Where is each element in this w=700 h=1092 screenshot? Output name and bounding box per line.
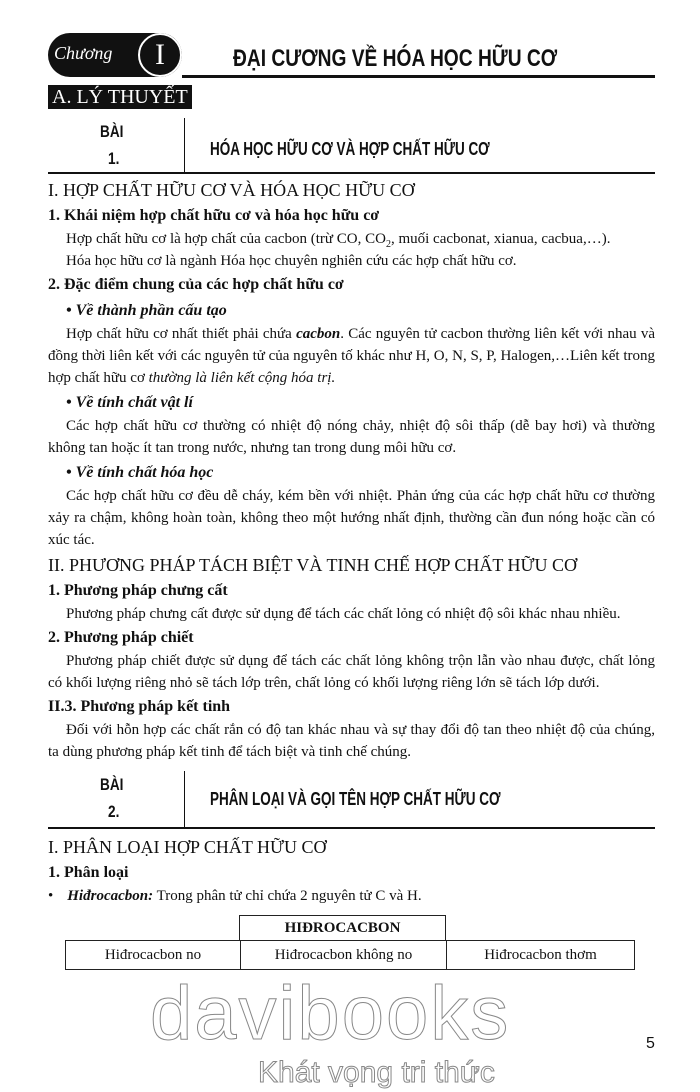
paragraph: Các hợp chất hữu cơ thường có nhiệt độ nóng chảy, nhiệt độ sôi thấp (dễ bay hơi) và thường không tan hoặc ít tan trong nước, nhưng tan trong dung môi hữu cơ. xyxy=(48,418,655,456)
subsection-heading: 2. Đặc điểm chung của các hợp chất hữu cơ xyxy=(48,276,344,293)
chapter-number-circle xyxy=(138,33,182,77)
part-label: A. LÝ THUYẾT xyxy=(48,85,192,109)
subsection-heading: 2. Phương pháp chiết xyxy=(48,629,194,646)
subsection-heading: II.3. Phương pháp kết tinh xyxy=(48,698,231,715)
text: Hợp chất hữu cơ nhất thiết phải chứa xyxy=(66,326,297,342)
bullet-heading: • Về tính chất vật lí xyxy=(66,394,193,411)
section-heading: II. PHƯƠNG PHÁP TÁCH BIỆT VÀ TINH CHẾ HỢP CHẤT HỮU CƠ xyxy=(48,555,577,575)
paragraph: Phương pháp chưng cất được sử dụng để tách các chất lỏng có nhiệt độ sôi khác nhau nhiều. xyxy=(66,606,621,622)
chapter-rule xyxy=(182,75,655,78)
lesson2-title: PHÂN LOẠI VÀ GỌI TÊN HỢP CHẤT HỮU CƠ xyxy=(210,789,501,809)
text: . Các nguyên tử cacbon thường liên kết với nhau và đồng thời liên kết với các nguyên tử của nguyên tố khác như H, O, N, S, P, Halogen,…Liên kết trong hợp chất hữu cơ xyxy=(48,326,656,386)
lesson1-divider xyxy=(184,118,185,173)
paragraph: Phương pháp chiết được sử dụng để tách các chất lỏng không trộn lẫn vào nhau được, chất lỏng có khối lượng riêng nhỏ sẽ tách lớp trên, chất lỏng có khối lượng riêng lớn sẽ tách lớp dưới. xyxy=(48,653,655,691)
section-heading: I. HỢP CHẤT HỮU CƠ VÀ HÓA HỌC HỮU CƠ xyxy=(48,180,415,200)
subscript: 2 xyxy=(385,239,391,250)
subsection-heading: 1. Phương pháp chưng cất xyxy=(48,582,228,599)
lesson2-divider xyxy=(184,771,185,827)
text: Trong phân tử chỉ chứa 2 nguyên tử C và H. xyxy=(153,888,422,904)
paragraph xyxy=(48,323,655,389)
text: , muối cacbonat, xianua, cacbua,…). xyxy=(390,231,611,247)
page-number: 5 xyxy=(646,1035,655,1052)
section-heading: I. PHÂN LOẠI HỢP CHẤT HỮU CƠ xyxy=(48,837,327,857)
watermark-brand: davibooks xyxy=(150,971,511,1056)
diagram-root: HIĐROCACBON xyxy=(284,920,401,936)
emphasis: cacbon xyxy=(296,326,341,342)
paragraph: Đối với hỗn hợp các chất rắn có độ tan khác nhau và sự thay đổi độ tan theo nhiệt độ của chúng, ta dùng phương pháp kết tinh để tách biệt và tinh chế chúng. xyxy=(48,722,655,760)
diagram-cell: Hiđrocacbon không no xyxy=(240,941,447,969)
chapter-title: ĐẠI CƯƠNG VỀ HÓA HỌC HỮU CƠ xyxy=(233,45,558,72)
lesson2-header xyxy=(48,771,655,829)
chapter-label-script: Chương xyxy=(54,43,113,63)
diagram-row xyxy=(65,940,635,970)
lesson1-rule xyxy=(48,172,655,174)
chapter-badge xyxy=(48,33,182,77)
subsection-heading: 1. Khái niệm hợp chất hữu cơ và hóa học hữu cơ xyxy=(48,207,380,224)
diagram xyxy=(65,915,635,970)
lesson2-bai: BÀI xyxy=(100,775,124,794)
diagram-cell: Hiđrocacbon thơm xyxy=(484,947,597,963)
subsection-heading: 1. Phân loại xyxy=(48,864,129,881)
bullet-icon: • xyxy=(48,888,54,904)
text: Hợp chất hữu cơ là hợp chất của cacbon (trừ CO, CO xyxy=(66,231,386,247)
lesson2-number: 2. xyxy=(108,802,120,821)
paragraph: Hóa học hữu cơ là ngành Hóa học chuyên nghiên cứu các hợp chất hữu cơ. xyxy=(66,253,517,269)
lesson1-bai: BÀI xyxy=(100,122,124,141)
watermark xyxy=(48,971,655,1092)
term: Hiđrocacbon: xyxy=(67,888,154,904)
paragraph xyxy=(48,228,655,250)
emphasis: thường là liên kết cộng hóa trị. xyxy=(148,370,336,386)
chapter-number: I xyxy=(155,38,165,71)
lesson1-number: 1. xyxy=(108,149,120,168)
paragraph: Các hợp chất hữu cơ đều dễ cháy, kém bền với nhiệt. Phản ứng của các hợp chất hữu cơ thường xảy ra chậm, không hoàn toàn, không theo một hướng nhất định, thường cần đun nóng hoặc cần có xúc tác. xyxy=(48,488,655,548)
lesson1-title: HÓA HỌC HỮU CƠ VÀ HỢP CHẤT HỮU CƠ xyxy=(210,139,490,159)
page-content xyxy=(48,178,655,1092)
diagram-root-box xyxy=(239,915,446,940)
watermark-slogan: Khát vọng tri thức xyxy=(258,1056,495,1089)
bullet-heading: • Về thành phần cấu tạo xyxy=(66,302,227,319)
diagram-cell: Hiđrocacbon no xyxy=(104,947,202,963)
bullet-heading: • Về tính chất hóa học xyxy=(66,464,214,481)
bullet-item xyxy=(48,885,655,907)
